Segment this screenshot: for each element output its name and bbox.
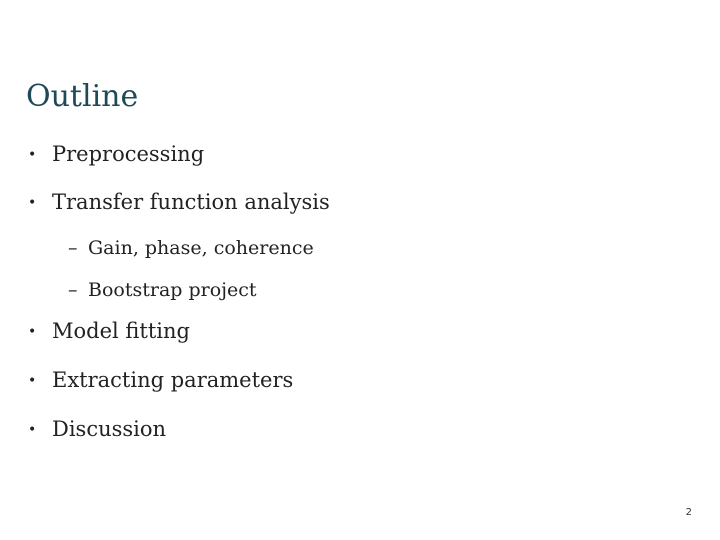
bullet-text: Model fitting <box>52 319 190 343</box>
bullet-text: Discussion <box>52 417 167 441</box>
bullet-text: Extracting parameters <box>52 368 294 392</box>
slide-title: Outline <box>26 79 139 114</box>
sub-bullet-marker: – <box>68 237 78 259</box>
page-number: 2 <box>685 507 692 518</box>
sub-bullet-marker: – <box>68 279 78 301</box>
sub-bullet-text: Gain, phase, coherence <box>88 237 314 259</box>
bullet-marker: • <box>28 147 37 163</box>
bullet-marker: • <box>28 324 37 340</box>
bullet-marker: • <box>28 422 37 438</box>
sub-item-bootstrap-project <box>68 277 257 303</box>
bullet-item-preprocessing <box>28 140 204 169</box>
bullet-marker: • <box>28 373 37 389</box>
sub-item-gain-phase-coherence <box>68 235 314 261</box>
bullet-item-extracting-parameters <box>28 366 293 395</box>
bullet-item-transfer-function-analysis <box>28 188 330 217</box>
bullet-text: Transfer function analysis <box>52 190 330 214</box>
bullet-item-discussion <box>28 415 166 444</box>
bullet-item-model-fitting <box>28 317 190 346</box>
sub-bullet-text: Bootstrap project <box>88 279 257 301</box>
bullet-text: Preprocessing <box>52 142 205 166</box>
bullet-marker: • <box>28 195 37 211</box>
